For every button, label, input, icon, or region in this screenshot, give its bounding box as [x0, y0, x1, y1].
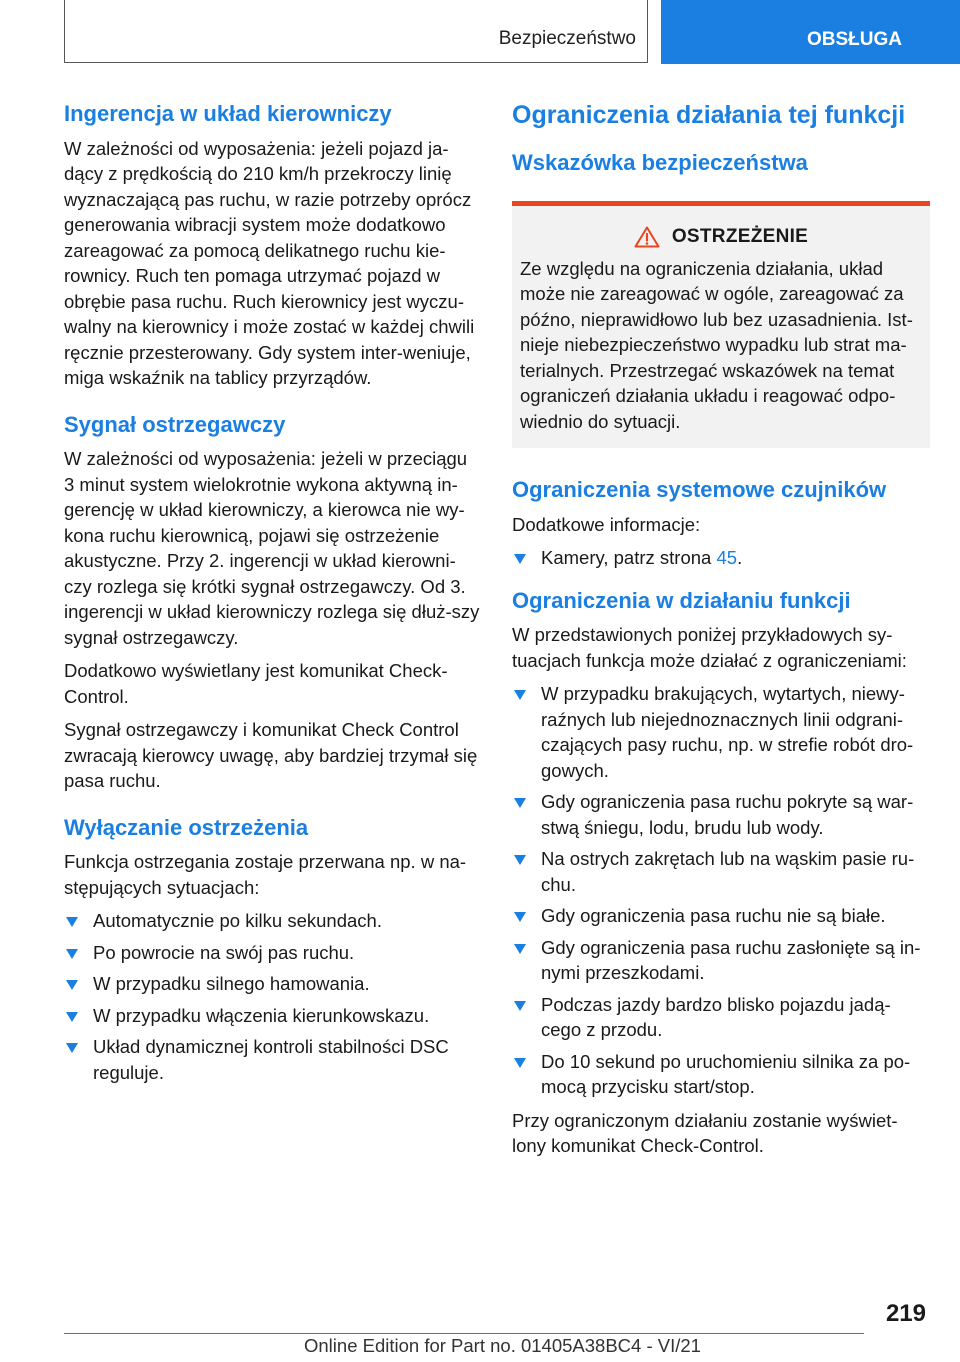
triangle-bullet-icon — [66, 980, 78, 990]
paragraph: W przedstawionych poniżej przykładowych sy-tuacjach funkcja może działać z ograniczeniami: — [512, 624, 907, 671]
triangle-bullet-icon — [514, 1058, 526, 1068]
warning-title: OSTRZEŻENIE — [671, 225, 809, 247]
section-heading: Ingerencja w układ kierowniczy — [64, 101, 392, 126]
paragraph: Funkcja ostrzegania zostaje przerwana np. w na-stępujących sytuacjach: — [64, 851, 467, 898]
list-item: Gdy ograniczenia pasa ruchu nie są białe. — [512, 903, 930, 929]
footer-divider — [64, 1333, 864, 1334]
list-item: Gdy ograniczenia pasa ruchu pokryte są war-stwą śniegu, lodu, brudu lub wody. — [512, 789, 930, 840]
main-heading: Ograniczenia działania tej funkcji — [512, 101, 906, 129]
page-link[interactable]: 45 — [716, 547, 738, 569]
section-heading: Ograniczenia systemowe czujników — [512, 477, 887, 503]
paragraph: Sygnał ostrzegawczy i komunikat Check Control zwracają kierowcy uwagę, aby bardziej trzymał się pasa ruchu. — [64, 719, 478, 791]
section-steering-intervention — [64, 100, 480, 391]
warning-text: Ze względu na ograniczenia działania, układ może nie zareagować w ogóle, zareagować za późno, nieprawidłowo lub bez uzasadnienia. Ist-nieje niebezpieczeństwo wypadku lub strat ma-terialnych. Przestrzegać wskazówek na temat ograniczeń działania układu i reagować odpo-wiednio do sytuacji. — [520, 257, 913, 432]
triangle-bullet-icon — [514, 554, 526, 564]
section-function-limits — [512, 587, 930, 1159]
chapter-tab[interactable] — [661, 0, 960, 64]
paragraph: W zależności od wyposażenia: jeżeli w przeciągu 3 minut system wielokrotnie wykona aktywną in-gerencję w układ kierowniczy, a kierowca nie wy-kona ruchu kierownicą, pojawi się ostrzeżenie akustyczne. Przy 2. ingerencji w układ kierowni-czy rozlega się krótki sygnał ostrzegawczy. Od 3. ingerencji w układ kierowniczy rozlega się dłuż-szy sygnał ostrzegawczy. — [64, 448, 480, 648]
list-item: Na ostrych zakrętach lub na wąskim pasie ru-chu. — [512, 846, 930, 897]
list-item: Do 10 sekund po uruchomieniu silnika za po-mocą przycisku start/stop. — [512, 1049, 930, 1100]
bullet-list — [512, 681, 930, 1100]
bullet-list — [64, 908, 480, 1085]
paragraph: W zależności od wyposażenia: jeżeli pojazd ja-dący z prędkością do 210 km/h przekroczy linię wyznaczającą pas ruchu, w razie potrzeby oprócz generowania wibracji system może dodatkowo zareagować za pomocą delikatnego ruchu kie-rownicy. Ruch ten pomaga utrzymać pojazd w obrębie pasa ruchu. Ruch kierownicy jest wyczu-walny na kierownicy i może zostać w każdej chwili ręcznie przesterowany. Gdy system inter-weniuje, miga wskaźnik na tablicy przyrządów. — [64, 137, 475, 388]
section-warning-off — [64, 814, 480, 1086]
warning-box — [512, 201, 930, 449]
bullet-list — [512, 545, 930, 571]
triangle-bullet-icon — [66, 949, 78, 959]
triangle-bullet-icon — [514, 1001, 526, 1011]
section-heading: Wyłączanie ostrzeżenia — [64, 814, 309, 840]
list-item: Podczas jazdy bardzo blisko pojazdu jadą-cego z przodu. — [512, 992, 930, 1043]
triangle-bullet-icon — [66, 1012, 78, 1022]
triangle-bullet-icon — [514, 944, 526, 954]
triangle-bullet-icon — [514, 798, 526, 808]
triangle-bullet-icon — [66, 917, 78, 927]
triangle-bullet-icon — [514, 855, 526, 865]
section-sensor-limits — [512, 476, 930, 571]
triangle-bullet-icon — [514, 690, 526, 700]
left-column — [64, 100, 480, 1093]
warning-triangle-icon — [634, 226, 660, 248]
paragraph: Przy ograniczonym działaniu zostanie wyświet-lony komunikat Check-Control. — [512, 1109, 898, 1157]
header-section-title: Bezpieczeństwo — [498, 28, 636, 49]
page-number: 219 — [885, 1300, 926, 1327]
list-item: Gdy ograniczenia pasa ruchu zasłonięte są in-nymi przeszkodami. — [512, 935, 930, 986]
chapter-tab-label: OBSŁUGA — [807, 29, 902, 50]
list-item: Automatycznie po kilku sekundach. — [64, 908, 480, 934]
section-warning-signal — [64, 411, 480, 794]
section-heading: Sygnał ostrzegawczy — [64, 411, 286, 437]
list-item: Kamery, patrz strona 45. — [512, 545, 930, 571]
safety-heading: Wskazówka bezpieczeństwa — [512, 150, 808, 176]
list-item: W przypadku silnego hamowania. — [64, 971, 480, 997]
section-heading: Ograniczenia w działaniu funkcji — [512, 587, 851, 613]
right-column — [512, 100, 930, 1167]
list-item: Układ dynamicznej kontroli stabilności DSC reguluje. — [64, 1034, 480, 1085]
warning-title-row — [520, 226, 922, 248]
paragraph: Dodatkowe informacje: — [512, 513, 701, 535]
triangle-bullet-icon — [66, 1043, 78, 1053]
list-item: W przypadku brakujących, wytartych, niewy-raźnych lub niejednoznacznych linii odgrani-czających pasy ruchu, np. w strefie robót dro-gowych. — [512, 681, 930, 783]
paragraph: Dodatkowo wyświetlany jest komunikat Check-Control. — [64, 660, 448, 707]
list-item: Po powrocie na swój pas ruchu. — [64, 940, 480, 966]
triangle-bullet-icon — [514, 912, 526, 922]
footer-edition: Online Edition for Part no. 01405A38BC4 - VI/21 — [304, 1335, 701, 1356]
list-item: W przypadku włączenia kierunkowskazu. — [64, 1003, 480, 1029]
